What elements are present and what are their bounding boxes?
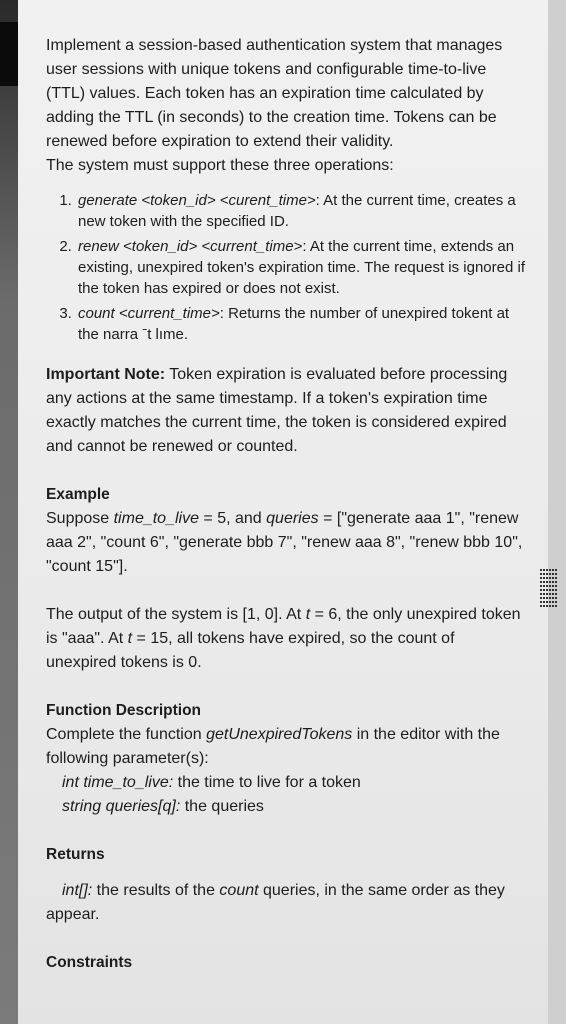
list-item bbox=[76, 190, 528, 232]
intro-operations-lead: The system must support these three operations: bbox=[46, 157, 394, 174]
right-edge bbox=[548, 0, 566, 1024]
left-edge-bar bbox=[0, 0, 18, 1024]
operation-signature: renew <token_id> <current_time> bbox=[78, 238, 303, 255]
output-explanation: The output of the system is [1, 0]. At t = 6, the only unexpired token is "aaa". At t = 15, all tokens have expired, so the count of unexpired tokens is 0. bbox=[46, 606, 521, 671]
section-title-example: Example bbox=[46, 486, 110, 503]
note-text: Token expiration is evaluated before processing any actions at the same timestamp. If a token's expiration time exactly matches the current time, the token is considered expired and cannot be renewed or counted. bbox=[46, 366, 508, 455]
important-note bbox=[46, 363, 528, 459]
function-name: getUnexpiredTokens bbox=[206, 726, 353, 743]
note-label: Important Note: bbox=[46, 366, 166, 383]
section-title-returns: Returns bbox=[46, 846, 105, 863]
operations-list bbox=[46, 190, 528, 345]
example-section bbox=[46, 483, 528, 579]
intro-paragraph: Implement a session-based authentication system that manages user sessions with unique tokens and configurable time-to-live (TTL) values. Each token has an expiration time calculated by adding the TTL (in seconds) to the creation time. Tokens can be renewed before expiration to extend their validity. bbox=[46, 37, 503, 150]
operation-description: : At the current time, extends an existing, unexpired token's expiration time. The request is ignored if the token has expired or does not exist. bbox=[78, 238, 525, 297]
function-text: Complete the function getUnexpiredTokens in the editor with the following parameter(s): bbox=[46, 726, 500, 767]
panel-resize-grip[interactable] bbox=[540, 568, 558, 612]
operation-signature: count <current_time> bbox=[78, 305, 220, 322]
list-item bbox=[76, 303, 528, 345]
operation-description: : Returns the number of unexpired tokent at the narra ˉt lıme. bbox=[78, 305, 510, 343]
constraints-section bbox=[46, 951, 528, 975]
parameter-item: string queries[q]: the queries bbox=[62, 798, 264, 815]
section-title-constraints: Constraints bbox=[46, 954, 133, 971]
example-text: Suppose time_to_live = 5, and queries = ["generate aaa 1", "renew aaa 2", "count 6", "generate bbb 7", "renew aaa 8", "renew bbb 10", "count 15"]. bbox=[46, 510, 523, 575]
list-item bbox=[76, 236, 528, 299]
operation-signature: generate <token_id> <curent_time> bbox=[78, 192, 316, 209]
returns-text: int[]: the results of the count queries, in the same order as they appear. bbox=[46, 882, 505, 923]
returns-section bbox=[46, 843, 528, 927]
parameter-item: int time_to_live: the time to live for a token bbox=[62, 774, 361, 791]
left-edge-tab bbox=[0, 22, 18, 86]
section-title-function: Function Description bbox=[46, 702, 201, 719]
function-description-section bbox=[46, 699, 528, 819]
operation-description: : At the current time, creates a new token with the specified ID. bbox=[78, 192, 516, 230]
problem-description bbox=[46, 34, 528, 975]
